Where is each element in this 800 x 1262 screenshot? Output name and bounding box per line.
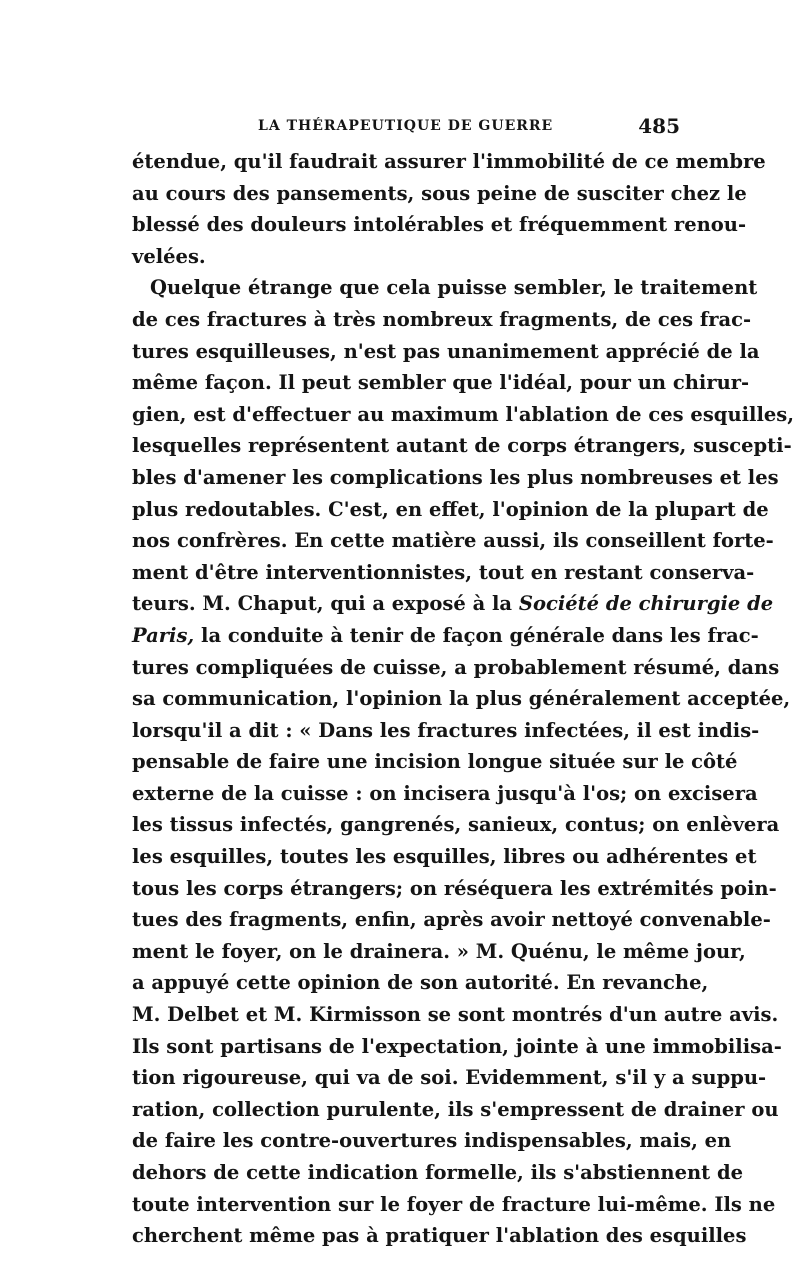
- text-line: blessé des douleurs intolérables et fréquemment renou-: [132, 213, 747, 237]
- text-line: ment d'être interventionnistes, tout en restant conserva-: [132, 560, 755, 584]
- text-line: pensable de faire une incision longue située sur le côté: [132, 750, 738, 774]
- text-line: ration, collection purulente, ils s'empressent de drainer ou: [132, 1097, 779, 1121]
- text-line: tures esquilleuses, n'est pas unanimement apprécié de la: [132, 339, 760, 363]
- text-line: externe de la cuisse : on incisera jusqu'à l'os; on excisera: [132, 781, 758, 805]
- italic-society-name: Société de chirurgie de: [518, 592, 774, 616]
- text-line: étendue, qu'il faudrait assurer l'immobilité de ce membre: [132, 150, 766, 173]
- text-line: tues des fragments, enfin, après avoir nettoyé convenable-: [132, 908, 771, 932]
- paragraph-start-line: Quelque étrange que cela puisse sembler, le traitement: [150, 276, 758, 300]
- text-line: gien, est d'effectuer au maximum l'ablation de ces esquilles,: [132, 402, 795, 426]
- text-line: plus redoutables. C'est, en effet, l'opinion de la plupart de: [132, 497, 769, 521]
- text-line: a appuyé cette opinion de son autorité. En revanche,: [132, 971, 709, 995]
- text-line: lorsqu'il a dit : « Dans les fractures infectées, il est indis-: [132, 718, 760, 742]
- text-line: de faire les contre-ouvertures indispensables, mais, en: [132, 1129, 732, 1153]
- text-line: les tissus infectés, gangrenés, sanieux, contus; on enlèvera: [132, 813, 780, 837]
- running-title: LA THÉRAPEUTIQUE DE GUERRE: [258, 118, 554, 134]
- text-line: dehors de cette indication formelle, ils s'abstiennent de: [132, 1161, 743, 1184]
- page-number: 485: [638, 114, 680, 138]
- body-text: [132, 146, 795, 1252]
- text-line-with-italic: [132, 588, 774, 620]
- text-line: Ils sont partisans de l'expectation, jointe à une immobilisa-: [132, 1034, 782, 1058]
- text-line: lesquelles représentent autant de corps étrangers, suscepti-: [132, 434, 792, 458]
- text-segment: teurs. M. Chaput, qui a exposé à la: [132, 592, 513, 616]
- text-line: sa communication, l'opinion la plus généralement acceptée,: [132, 687, 791, 711]
- text-line: tion rigoureuse, qui va de soi. Evidemment, s'il y a suppu-: [132, 1066, 767, 1090]
- text-line: velées.: [132, 244, 206, 268]
- text-line: même façon. Il peut sembler que l'idéal, pour un chirur-: [132, 371, 750, 395]
- text-line: tures compliquées de cuisse, a probablement résumé, dans: [132, 655, 780, 679]
- text-line: toute intervention sur le foyer de fracture lui-même. Ils ne: [132, 1192, 776, 1216]
- text-line: M. Delbet et M. Kirmisson se sont montrés d'un autre avis.: [132, 1003, 779, 1027]
- page-header: [132, 114, 680, 144]
- text-line: ment le foyer, on le drainera. » M. Quénu, le même jour,: [132, 939, 746, 963]
- text-line: au cours des pansements, sous peine de susciter chez le: [132, 181, 747, 205]
- text-segment: la conduite à tenir de façon générale dans les frac-: [201, 623, 759, 647]
- text-line: tous les corps étrangers; on réséquera les extrémités poin-: [132, 876, 777, 900]
- text-line-with-italic: [132, 620, 759, 652]
- text-line: cherchent même pas à pratiquer l'ablation des esquilles: [132, 1224, 747, 1248]
- text-line: de ces fractures à très nombreux fragments, de ces frac-: [132, 307, 752, 331]
- text-line: bles d'amener les complications les plus nombreuses et les: [132, 465, 779, 489]
- text-line: nos confrères. En cette matière aussi, ils conseillent forte-: [132, 529, 774, 553]
- italic-city-name: Paris,: [132, 623, 195, 647]
- text-line: les esquilles, toutes les esquilles, libres ou adhérentes et: [132, 845, 757, 869]
